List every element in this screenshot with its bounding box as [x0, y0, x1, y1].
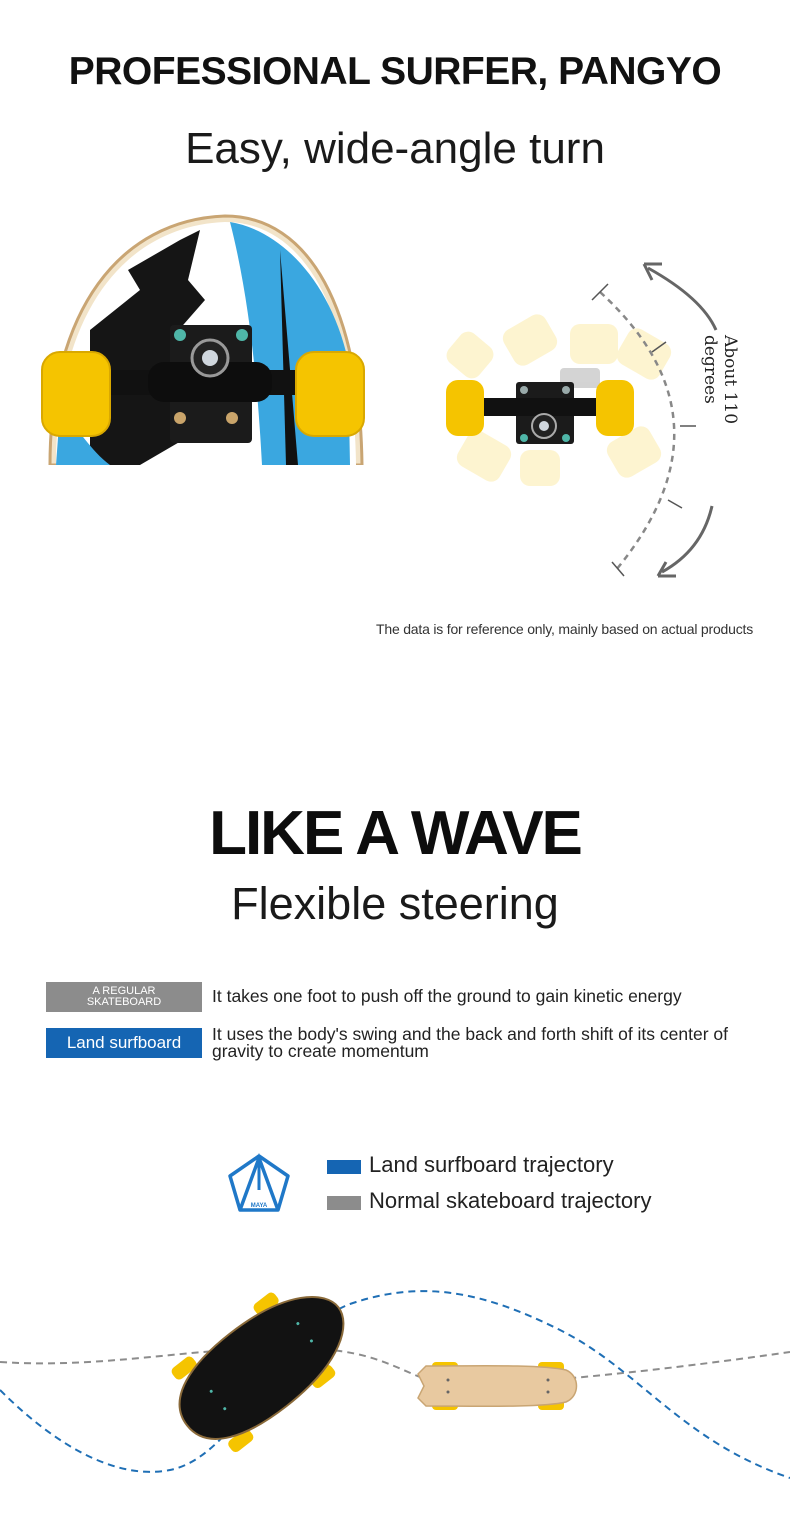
section2-title: LIKE A WAVE	[209, 799, 581, 868]
legend-label-land-surfboard: Land surfboard trajectory	[369, 1152, 614, 1177]
legend-swatch-land-surfboard	[327, 1160, 361, 1174]
land-surfboard-trajectory	[0, 1291, 790, 1478]
section1-subtitle: Easy, wide-angle turn	[185, 124, 605, 173]
normal-skateboard-trajectory	[0, 1348, 790, 1386]
land-surfboard-description: It uses the body's swing and the back and forth shift of its center of gravity to create momentum	[212, 1024, 728, 1061]
section2-subtitle: Flexible steering	[231, 878, 559, 929]
truck-closeup-illustration	[30, 190, 410, 670]
legend-swatch-normal-skateboard	[327, 1196, 361, 1210]
regular-skateboard-badge: A REGULAR SKATEBOARD	[46, 982, 202, 1012]
reference-note: The data is for reference only, mainly based on actual products	[376, 621, 754, 637]
rotation-angle-label: About 110 degrees	[700, 335, 740, 425]
land-surfboard-badge: Land surfboard	[46, 1028, 202, 1058]
section1-title: PROFESSIONAL SURFER, PANGYO	[68, 50, 722, 93]
legend-label-normal-skateboard: Normal skateboard trajectory	[369, 1188, 652, 1213]
maya-logo-icon	[224, 1150, 294, 1216]
svg-text:MAYA: MAYA	[250, 1203, 268, 1209]
regular-skateboard-description: It takes one foot to push off the ground to gain kinetic energy	[212, 986, 682, 1006]
trajectory-illustration	[0, 1280, 790, 1520]
